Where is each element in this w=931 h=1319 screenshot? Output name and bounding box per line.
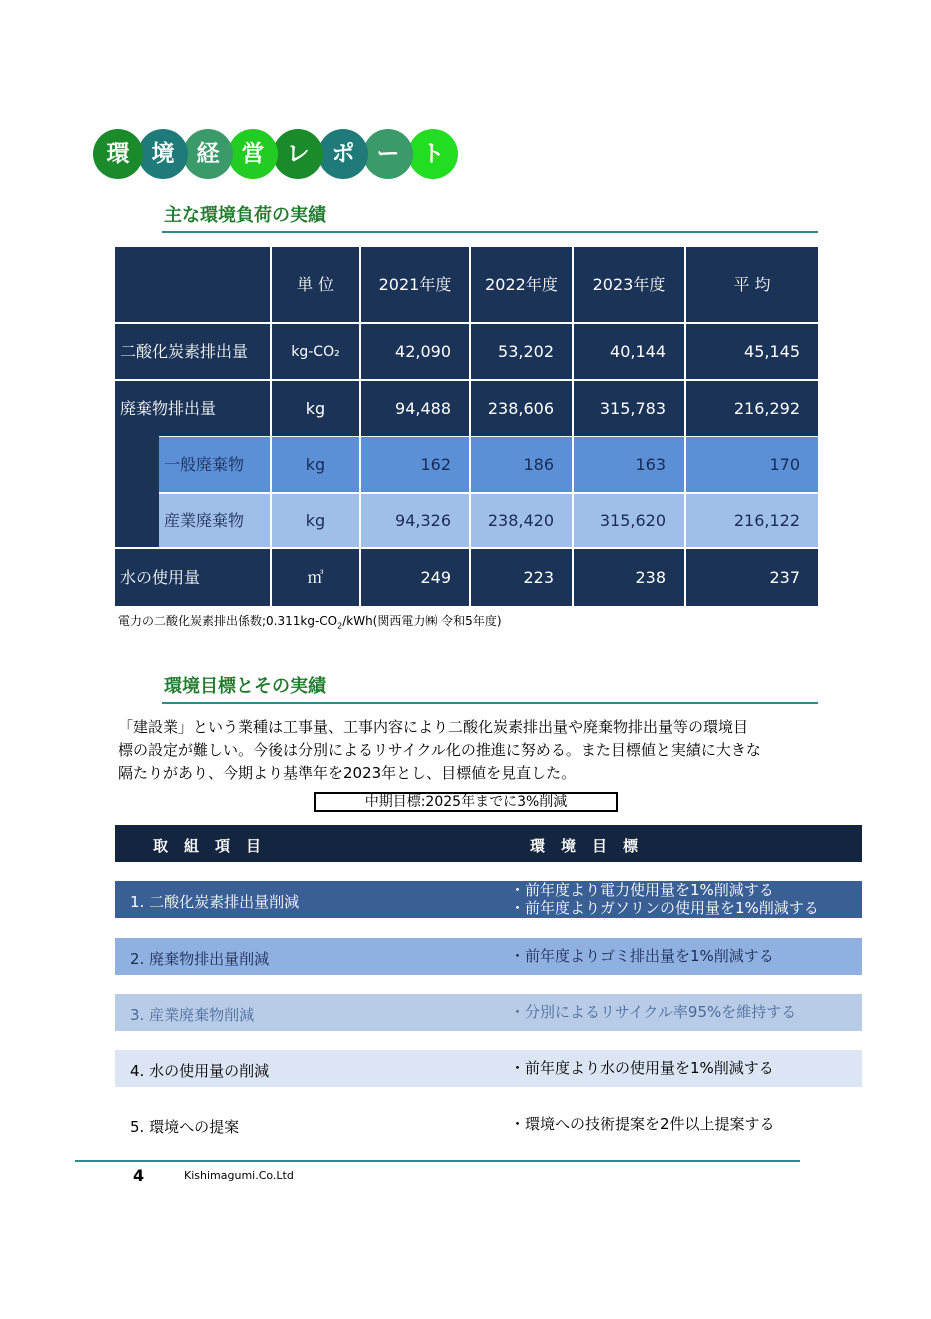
row-label-water: 水の使用量 xyxy=(115,549,270,606)
environmental-load-table xyxy=(115,247,818,606)
goal-target: ・前年度よりガソリンの使用量を1%削減する xyxy=(510,899,819,917)
goal-row xyxy=(115,938,862,975)
footnote-part-a: 電力の二酸化炭素排出係数;0.311kg-CO xyxy=(118,614,338,628)
value-waste-2023: 315,783 xyxy=(574,381,684,436)
value-co2-2023: 40,144 xyxy=(574,324,684,379)
goal-item: 2. 廃棄物排出量削減 xyxy=(130,950,270,968)
title-char-circle: ト xyxy=(408,129,458,179)
value-water-2021: 249 xyxy=(361,549,469,606)
table-corner-cell xyxy=(115,247,270,322)
title-char-circle: レ xyxy=(273,129,323,179)
goal-item: 5. 環境への提案 xyxy=(130,1118,240,1136)
row-unit-co2: kg-CO₂ xyxy=(272,324,359,379)
page-number: 4 xyxy=(133,1166,145,1185)
goal-item: 3. 産業廃棄物削減 xyxy=(130,1006,255,1024)
row-label-co2: 二酸化炭素排出量 xyxy=(115,324,270,379)
row-label-industrial-waste: 産業廃棄物 xyxy=(159,494,270,547)
section-heading-goals xyxy=(162,676,818,704)
row-label-waste: 廃棄物排出量 xyxy=(115,381,270,436)
goal-row xyxy=(115,1106,862,1143)
header-initiative: 取組項目 xyxy=(153,837,278,855)
footer-divider xyxy=(75,1160,800,1162)
value-general-waste-2021: 162 xyxy=(361,437,469,492)
value-industrial-waste-2021: 94,326 xyxy=(361,494,469,547)
goals-table-header xyxy=(115,825,862,862)
report-title xyxy=(93,129,463,181)
section-heading-text: 環境目標とその実績 xyxy=(164,676,326,697)
value-waste-average: 216,292 xyxy=(686,381,818,436)
value-general-waste-average: 170 xyxy=(686,437,818,492)
mid-term-target-box: 中期目標:2025年までに3%削減 xyxy=(314,792,618,812)
value-general-waste-2023: 163 xyxy=(574,437,684,492)
value-general-waste-2022: 186 xyxy=(471,437,572,492)
value-co2-2022: 53,202 xyxy=(471,324,572,379)
emission-factor-footnote xyxy=(118,612,502,630)
goal-row xyxy=(115,881,862,918)
paragraph-line: 「建設業」という業種は工事量、工事内容により二酸化炭素排出量や廃棄物排出量等の環境目 xyxy=(118,718,749,736)
header-2021: 2021年度 xyxy=(361,247,469,322)
paragraph-line: 標の設定が難しい。今後は分別によるリサイクル化の推進に努める。また目標値と実績に大きな xyxy=(118,741,761,759)
title-char-circle: ポ xyxy=(318,129,368,179)
goals-paragraph xyxy=(118,716,808,785)
goal-target: ・分別によるリサイクル率95%を維持する xyxy=(510,1003,797,1021)
title-char-circle: 環 xyxy=(93,129,143,179)
row-unit-industrial-waste: kg xyxy=(272,494,359,547)
title-char-circle: 営 xyxy=(228,129,278,179)
value-water-average: 237 xyxy=(686,549,818,606)
goal-target: ・環境への技術提案を2件以上提案する xyxy=(510,1115,775,1133)
value-waste-2021: 94,488 xyxy=(361,381,469,436)
header-2022: 2022年度 xyxy=(471,247,572,322)
section-heading-text: 主な環境負荷の実績 xyxy=(164,205,326,226)
goal-item: 4. 水の使用量の削減 xyxy=(130,1062,270,1080)
goal-row xyxy=(115,994,862,1031)
value-industrial-waste-2023: 315,620 xyxy=(574,494,684,547)
value-waste-2022: 238,606 xyxy=(471,381,572,436)
waste-subgroup-spacer xyxy=(115,436,159,547)
row-label-general-waste: 一般廃棄物 xyxy=(159,437,270,492)
value-water-2023: 238 xyxy=(574,549,684,606)
value-industrial-waste-average: 216,122 xyxy=(686,494,818,547)
row-unit-general-waste: kg xyxy=(272,437,359,492)
value-co2-average: 45,145 xyxy=(686,324,818,379)
goal-item: 1. 二酸化炭素排出量削減 xyxy=(130,893,300,911)
row-unit-waste: kg xyxy=(272,381,359,436)
header-average: 平 均 xyxy=(686,247,818,322)
value-water-2022: 223 xyxy=(471,549,572,606)
value-co2-2021: 42,090 xyxy=(361,324,469,379)
row-unit-water: ㎥ xyxy=(272,549,359,606)
footnote-subscript: 2 xyxy=(337,621,343,631)
title-char-circle: 経 xyxy=(183,129,233,179)
title-char-circle: ー xyxy=(363,129,413,179)
header-environmental-target: 環境目標 xyxy=(530,837,655,855)
goal-row xyxy=(115,1050,862,1087)
section-heading-environmental-load xyxy=(162,205,818,233)
title-char-circle: 境 xyxy=(138,129,188,179)
goal-target: ・前年度よりゴミ排出量を1%削減する xyxy=(510,947,774,965)
paragraph-line: 隔たりがあり、今期より基準年を2023年とし、目標値を見直した。 xyxy=(118,764,577,782)
goal-target: ・前年度より電力使用量を1%削減する xyxy=(510,881,774,899)
footnote-part-b: /kWh(関西電力㈱ 令和5年度) xyxy=(342,614,502,628)
header-2023: 2023年度 xyxy=(574,247,684,322)
header-unit: 単 位 xyxy=(272,247,359,322)
value-industrial-waste-2022: 238,420 xyxy=(471,494,572,547)
goal-target: ・前年度より水の使用量を1%削減する xyxy=(510,1059,774,1077)
company-name: Kishimagumi.Co.Ltd xyxy=(184,1169,294,1182)
